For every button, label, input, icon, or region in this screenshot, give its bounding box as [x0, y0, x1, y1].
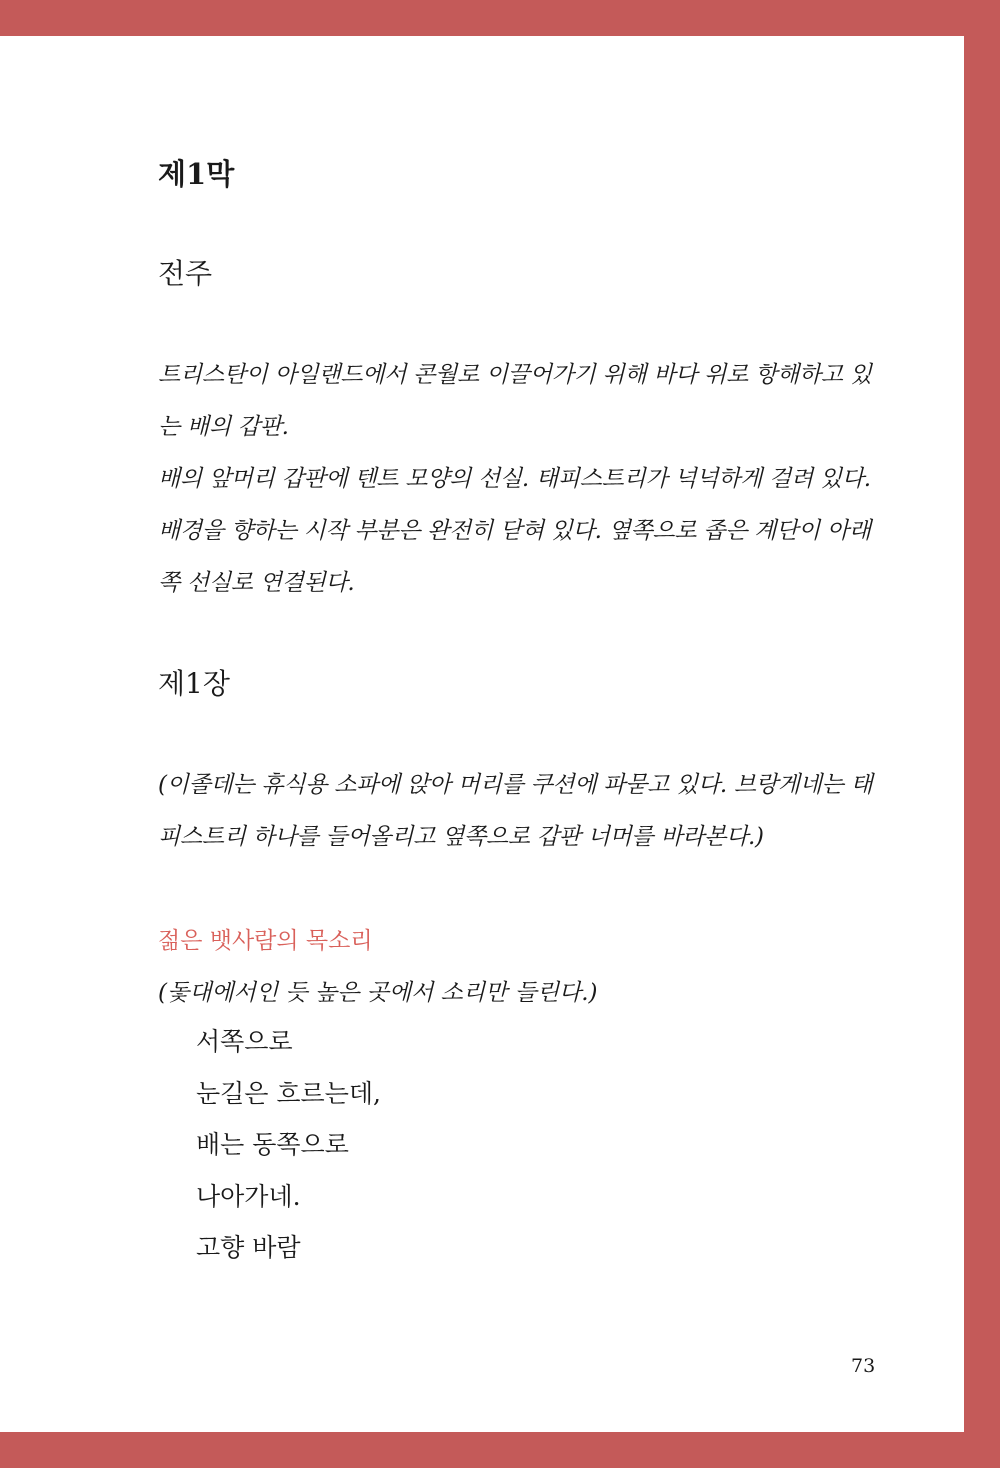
stage-direction: (이졸데는 휴식용 소파에 앉아 머리를 쿠션에 파묻고 있다. 브랑게네는 태피스트리 하나를 들어올리고 옆쪽으로 갑판 너머를 바라본다.): [158, 772, 873, 850]
verse-line: 고향 바람: [196, 1233, 301, 1262]
prelude-title: 전주: [158, 257, 213, 290]
speaker-direction: (돛대에서인 듯 높은 곳에서 소리만 들린다.): [158, 980, 598, 1006]
speaker-name: 젊은 뱃사람의 목소리: [158, 928, 373, 954]
verse-line: 배는 동쪽으로: [196, 1130, 349, 1159]
scene-title: 제1장: [158, 667, 230, 700]
verse-line: 눈길은 흐르는데,: [196, 1078, 381, 1108]
book-page: [0, 36, 964, 1432]
verse-line: 나아가네.: [196, 1181, 301, 1211]
verse-lines: [196, 1016, 381, 1274]
act-title: 제1막: [158, 157, 235, 191]
setting-paragraph: 트리스탄이 아일랜드에서 콘월로 이끌어가기 위해 바다 위로 항해하고 있는 배의 갑판.: [158, 362, 872, 440]
verse-line: 서쪽으로: [196, 1027, 293, 1056]
page-number: 73: [851, 1355, 876, 1377]
setting-paragraph: 배의 앞머리 갑판에 텐트 모양의 선실. 태피스트리가 넉넉하게 걸려 있다. 배경을 향하는 시작 부분은 완전히 닫혀 있다. 옆쪽으로 좁은 계단이 아래쪽 선실로 연결된다.: [158, 466, 871, 596]
